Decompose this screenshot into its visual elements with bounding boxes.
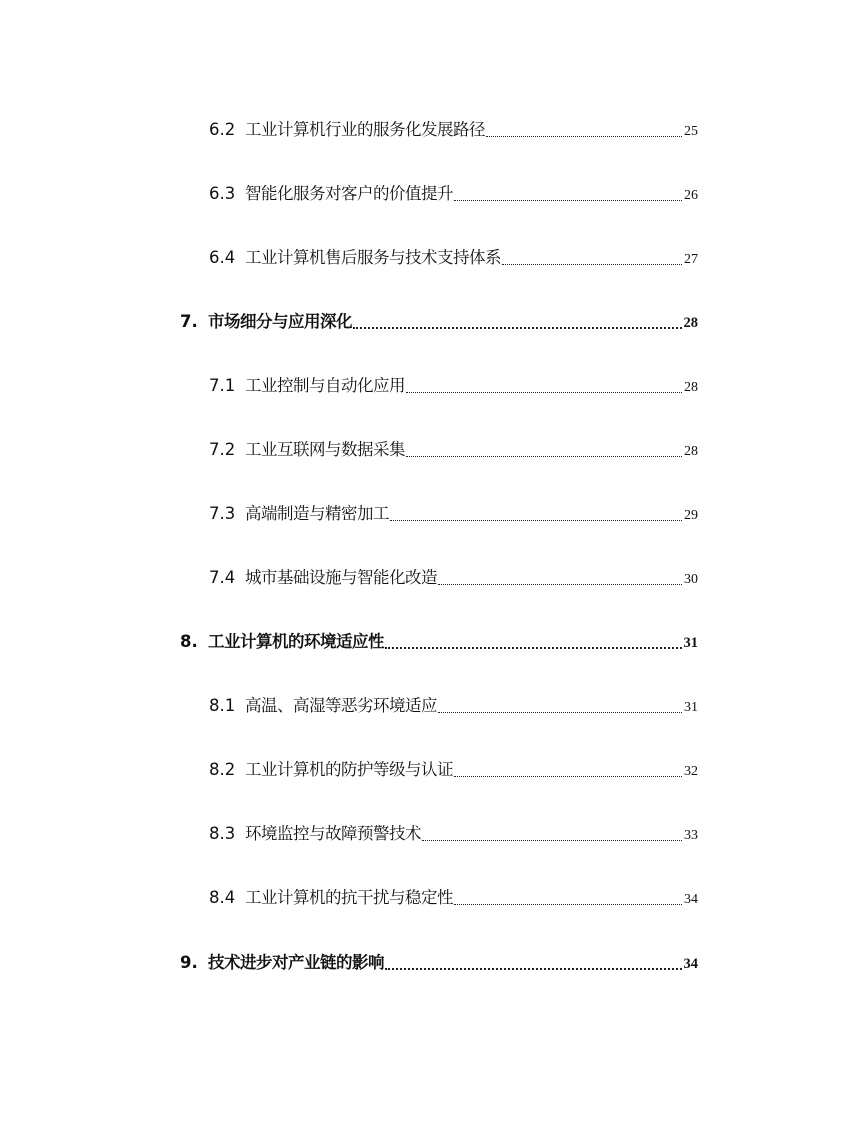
toc-entry-page: 30 [684,572,698,587]
toc-entry-page: 25 [684,124,698,139]
toc-dot-leader [438,712,682,713]
toc-entry-page: 28 [684,380,698,395]
toc-entry-7-1[interactable] [209,373,698,399]
toc-dot-leader [486,136,682,137]
toc-entry-number: 7. [180,312,198,331]
toc-dot-leader [422,840,682,841]
toc-entry-8-2[interactable] [209,757,698,783]
toc-entry-number: 7.2 [209,440,236,459]
toc-entry-page: 28 [684,444,698,459]
toc-dot-leader [454,776,682,777]
toc-entry-title: 工业计算机售后服务与技术支持体系 [245,248,501,267]
toc-entry-title: 城市基础设施与智能化改造 [245,568,437,587]
toc-entry-number: 8.3 [209,824,236,843]
toc-entry-title: 工业计算机的环境适应性 [208,632,384,651]
toc-entry-number: 6.4 [209,248,236,267]
toc-entry-page: 34 [684,892,698,907]
toc-entry-title: 工业计算机的抗干扰与稳定性 [245,888,453,907]
toc-dot-leader [385,647,682,649]
toc-entry-number: 8.2 [209,760,236,779]
toc-entry-page: 27 [684,252,698,267]
toc-entry-page: 31 [683,635,698,651]
toc-entry-number: 6.2 [209,120,236,139]
toc-entry-8-3[interactable] [209,821,698,847]
toc-entry-number: 9. [180,953,198,972]
toc-entry-7[interactable] [180,309,698,335]
toc-dot-leader [502,264,682,265]
toc-entry-title: 智能化服务对客户的价值提升 [245,184,453,203]
toc-entry-number: 7.3 [209,504,236,523]
toc-entry-6-2[interactable] [209,117,698,143]
toc-dot-leader [406,456,682,457]
toc-entry-page: 32 [684,764,698,779]
toc-dot-leader [385,968,682,970]
toc-dot-leader [454,200,682,201]
toc-dot-leader [438,584,682,585]
toc-entry-page: 31 [684,700,698,715]
toc-entry-page: 33 [684,828,698,843]
toc-entry-8-4[interactable] [209,885,698,911]
toc-entry-8-1[interactable] [209,693,698,719]
toc-entry-page: 29 [684,508,698,523]
toc-entry-title: 工业互联网与数据采集 [245,440,405,459]
toc-entry-title: 高温、高湿等恶劣环境适应 [245,696,437,715]
toc-entry-6-4[interactable] [209,245,698,271]
toc-entry-number: 7.1 [209,376,236,395]
toc-entry-page: 26 [684,188,698,203]
toc-entry-number: 6.3 [209,184,236,203]
toc-dot-leader [406,392,682,393]
toc-entry-number: 8.1 [209,696,236,715]
toc-entry-number: 8. [180,632,198,651]
toc-entry-number: 7.4 [209,568,236,587]
toc-dot-leader [454,904,682,905]
toc-entry-page: 28 [683,315,698,331]
toc-entry-title: 工业计算机行业的服务化发展路径 [245,120,485,139]
toc-entry-9[interactable] [180,950,698,976]
toc-entry-number: 8.4 [209,888,236,907]
toc-entry-title: 工业计算机的防护等级与认证 [245,760,453,779]
toc-entry-page: 34 [683,956,698,972]
toc-entry-8[interactable] [180,629,698,655]
toc-dot-leader [353,327,682,329]
toc-entry-title: 高端制造与精密加工 [245,504,389,523]
toc-entry-title: 工业控制与自动化应用 [245,376,405,395]
toc-entry-title: 环境监控与故障预警技术 [245,824,421,843]
toc-entry-title: 市场细分与应用深化 [208,312,352,331]
toc-entry-6-3[interactable] [209,181,698,207]
toc-entry-7-2[interactable] [209,437,698,463]
toc-entry-title: 技术进步对产业链的影响 [208,953,384,972]
toc-entry-7-4[interactable] [209,565,698,591]
toc-dot-leader [390,520,682,521]
toc-entry-7-3[interactable] [209,501,698,527]
